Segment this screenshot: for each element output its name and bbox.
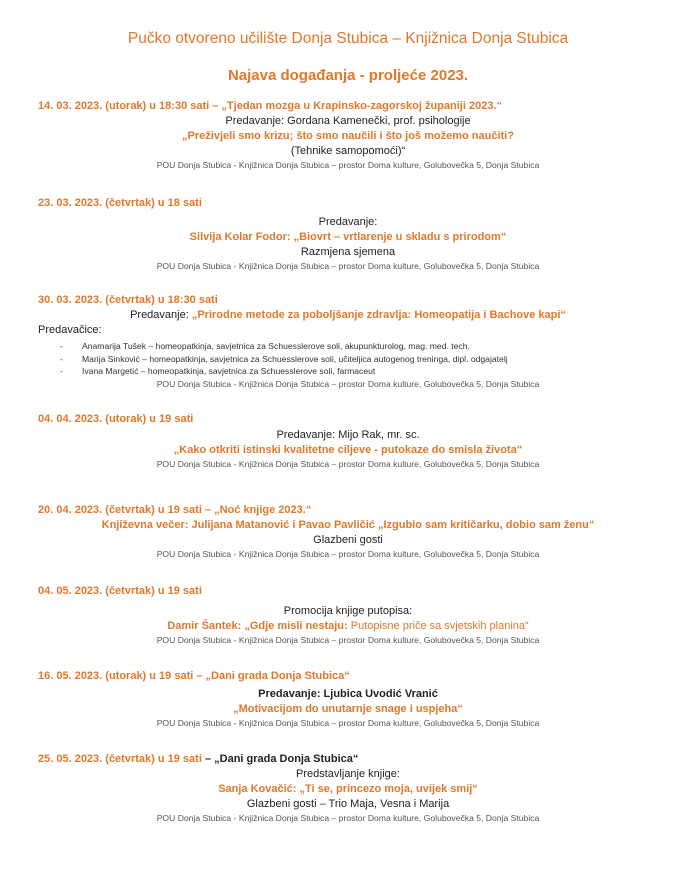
event-speaker: Predavanje: Ljubica Uvodić Vranić — [258, 688, 438, 700]
organization-title: Pučko otvoreno učilište Donja Stubica – Knjižnica Donja Stubica — [127, 30, 569, 47]
event-date: 23. 03. 2023. (četvrtak) u 18 sati — [38, 197, 202, 209]
event-title: „Motivacijom do unutarnje snage i uspjeha“ — [233, 703, 463, 715]
event-date: 16. 05. 2023. (utorak) u 19 sati – „Dani grada Donja Stubica“ — [38, 670, 350, 682]
event-title: Damir Šantek: „Gdje misli nestaju: — [167, 620, 348, 632]
event-speaker: Predavanje: Gordana Kamenečki, prof. psihologije — [225, 115, 471, 127]
event-venue: POU Donja Stubica - Knjižnica Donja Stubica – prostor Doma kulture, Golubovečka 5, Donja Stubica — [156, 718, 540, 728]
event-venue: POU Donja Stubica - Knjižnica Donja Stubica – prostor Doma kulture, Golubovečka 5, Donja Stubica — [156, 459, 540, 469]
event-title: Sanja Kovačić: „Ti se, princezo moja, uvijek smij“ — [218, 783, 478, 795]
list-item: - Ivana Margetić – homeopatkinja, savjetnica za Schuesslerove soli, farmaceut — [60, 365, 696, 378]
lecturers-list — [0, 340, 696, 378]
event-title-continued: (Tehnike samopomoći)“ — [290, 145, 406, 157]
event-occasion: – „Dani grada Donja Stubica“ — [204, 753, 359, 765]
event-3 — [0, 293, 696, 391]
event-venue: POU Donja Stubica - Knjižnica Donja Stubica – prostor Doma kulture, Golubovečka 5, Donja Stubica — [156, 261, 540, 271]
event-title: „Preživjeli smo krizu; što smo naučili i što još možemo naučiti? — [182, 130, 514, 142]
event-label: Predavanje: — [318, 216, 378, 228]
event-extra: Glazbeni gosti — [313, 534, 383, 546]
event-7 — [0, 669, 696, 730]
event-title: Silvija Kolar Fodor: „Biovrt – vrtlarenje u skladu s prirodom“ — [189, 231, 507, 243]
page-title: Najava događanja - proljeće 2023. — [227, 67, 469, 84]
event-date: 20. 04. 2023. (četvrtak) u 19 sati – „Noć knjige 2023.“ — [38, 504, 312, 516]
event-extra: Razmjena sjemena — [300, 246, 396, 258]
event-6 — [0, 584, 696, 647]
event-extra: Glazbeni gosti – Trio Maja, Vesna i Marija — [246, 798, 450, 810]
event-date: 30. 03. 2023. (četvrtak) u 18:30 sati — [38, 294, 218, 306]
event-4 — [0, 412, 696, 471]
event-title: „Kako otkriti istinski kvalitetne ciljeve - putokaze do smisla života“ — [173, 444, 523, 456]
lecturers-label: Predavačice: — [38, 324, 102, 336]
event-venue: POU Donja Stubica - Knjižnica Donja Stubica – prostor Doma kulture, Golubovečka 5, Donja Stubica — [156, 635, 540, 645]
event-title: „Prirodne metode za poboljšanje zdravlja: Homeopatija i Bachove kapi“ — [191, 309, 566, 321]
event-label: Predavanje: — [130, 309, 189, 321]
event-subtitle: Putopisne priče sa svjetskih planina“ — [350, 620, 529, 632]
list-item: - Marija Sinković – homeopatkinja, savjetnica za Schuesslerove soli, učiteljica autogenog treninga, dipl. odgajatelj — [60, 353, 696, 366]
event-5 — [0, 503, 696, 561]
event-2 — [0, 196, 696, 273]
event-label: Predstavljanje knjige: — [296, 768, 400, 780]
event-title: Književna večer: Julijana Matanović i Pavao Pavličić „Izgubio sam kritičarku, dobio sam ženu“ — [101, 519, 595, 531]
event-speaker: Predavanje: Mijo Rak, mr. sc. — [276, 429, 420, 441]
event-date: 25. 05. 2023. (četvrtak) u 19 sati — [38, 753, 202, 765]
list-item: - Anamarija Tušek – homeopatkinja, savjetnica za Schuesslerove soli, akupunkturolog, mag. med. tech. — [60, 340, 696, 353]
event-date: 04. 04. 2023. (utorak) u 19 sati — [38, 413, 194, 425]
event-venue: POU Donja Stubica - Knjižnica Donja Stubica – prostor Doma kulture, Golubovečka 5, Donja Stubica — [156, 813, 540, 823]
event-date: 04. 05. 2023. (četvrtak) u 19 sati — [38, 585, 202, 597]
event-8 — [0, 752, 696, 825]
event-venue: POU Donja Stubica - Knjižnica Donja Stubica – prostor Doma kulture, Golubovečka 5, Donja Stubica — [156, 160, 540, 170]
event-venue: POU Donja Stubica - Knjižnica Donja Stubica – prostor Doma kulture, Golubovečka 5, Donja Stubica — [156, 549, 540, 559]
event-label: Promocija knjige putopisa: — [283, 605, 413, 617]
event-venue: POU Donja Stubica - Knjižnica Donja Stubica – prostor Doma kulture, Golubovečka 5, Donja Stubica — [156, 378, 540, 389]
event-1 — [0, 99, 696, 172]
event-date: 14. 03. 2023. (utorak) u 18:30 sati – „Tjedan mozga u Krapinsko-zagorskoj županiji 2023.“ — [38, 100, 502, 112]
